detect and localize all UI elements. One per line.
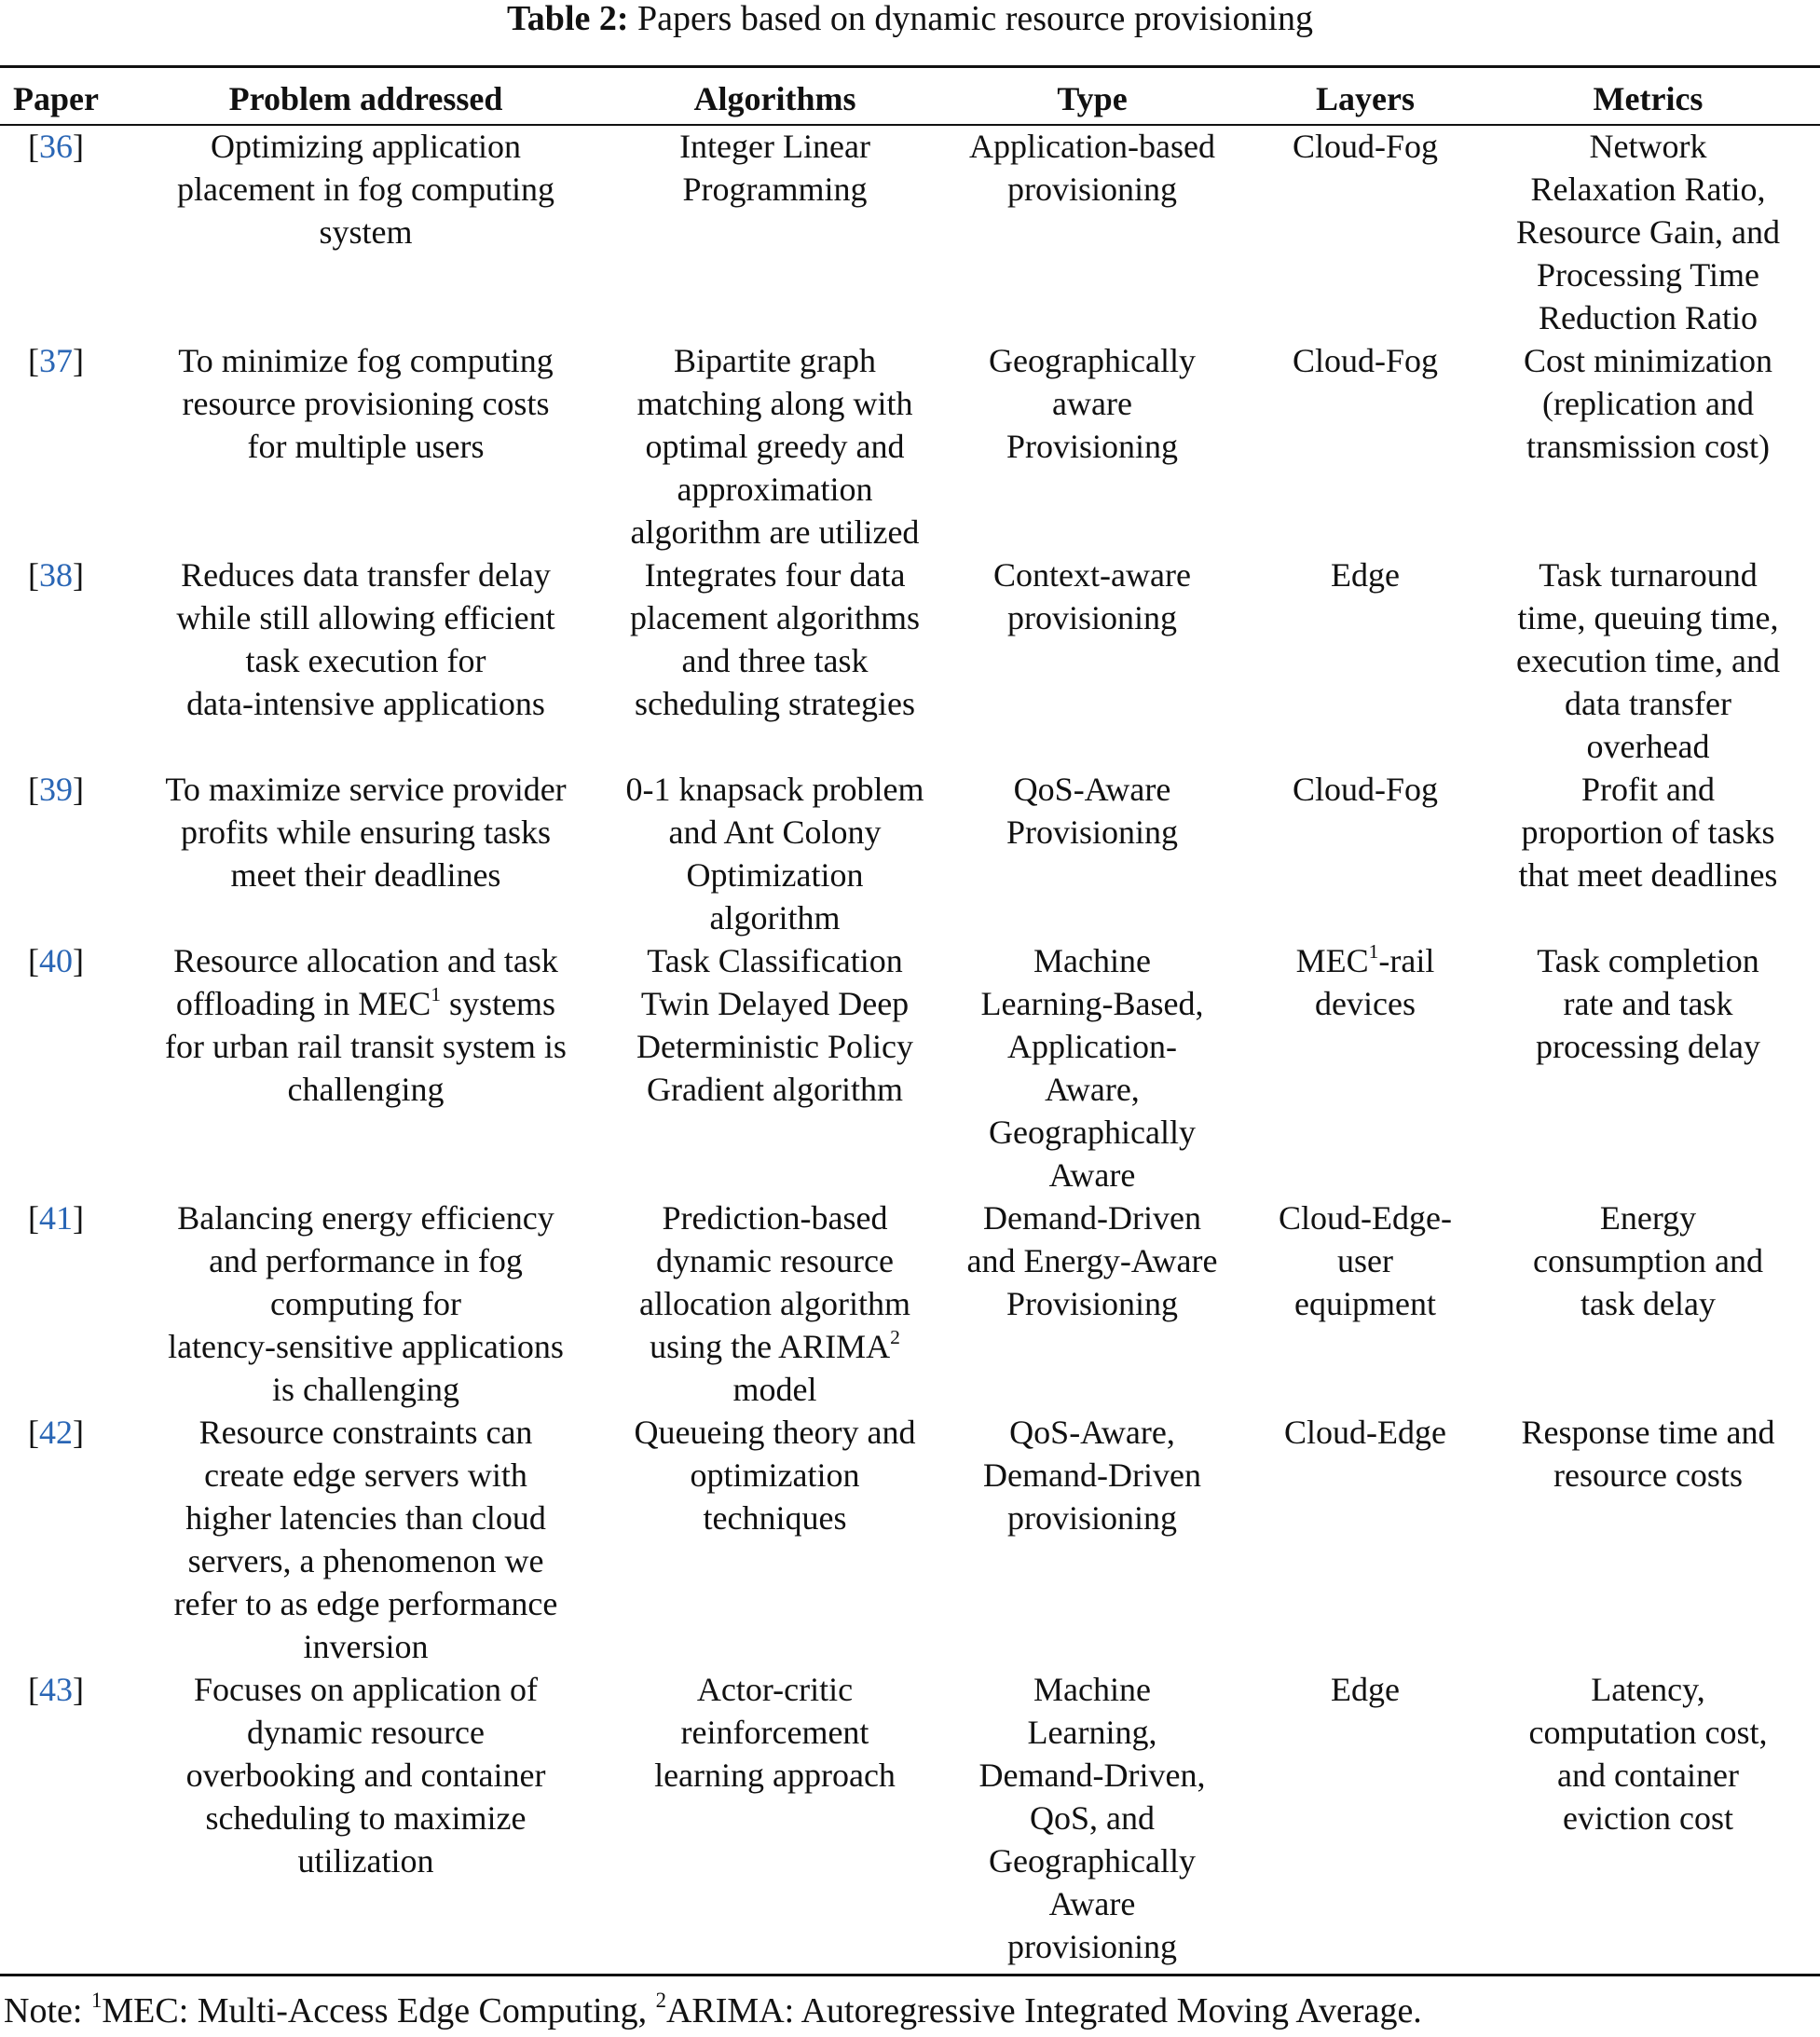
type-cell bbox=[930, 1411, 1254, 1668]
layers-cell bbox=[1254, 1411, 1476, 1668]
problem-line: utilization bbox=[297, 1842, 434, 1880]
type-line: and Energy-Aware bbox=[966, 1242, 1218, 1279]
note-prefix: Note: bbox=[4, 1991, 83, 2030]
layers-line: Cloud-Fog bbox=[1292, 342, 1439, 379]
table-row bbox=[0, 125, 1820, 339]
type-line: QoS, and bbox=[1030, 1799, 1155, 1837]
metrics-line: resource costs bbox=[1553, 1456, 1743, 1494]
algorithms-cell bbox=[620, 768, 930, 939]
algorithms-line: Optimization bbox=[686, 856, 864, 894]
table-row bbox=[0, 1196, 1820, 1411]
citation-link[interactable]: 40 bbox=[39, 942, 73, 979]
type-line: provisioning bbox=[1006, 1928, 1177, 1965]
metrics-line: time, queuing time, bbox=[1517, 599, 1779, 636]
header-problem: Problem addressed bbox=[228, 80, 503, 117]
algorithms-line: and three task bbox=[681, 642, 869, 679]
problem-line: To maximize service provider bbox=[165, 771, 567, 808]
algorithms-line: optimal greedy and bbox=[645, 428, 905, 465]
problem-cell bbox=[112, 768, 620, 939]
paper-cell: [42] bbox=[28, 1414, 84, 1451]
layers-cell bbox=[1254, 768, 1476, 939]
metrics-line: Energy bbox=[1599, 1199, 1697, 1237]
algorithms-line: learning approach bbox=[654, 1757, 896, 1794]
metrics-line: task delay bbox=[1581, 1285, 1716, 1322]
algorithms-cell bbox=[620, 939, 930, 1196]
table-row bbox=[0, 1411, 1820, 1668]
metrics-line: overhead bbox=[1586, 728, 1710, 765]
metrics-line: proportion of tasks bbox=[1521, 813, 1775, 851]
metrics-line: Task completion bbox=[1537, 942, 1759, 979]
type-line: Demand-Driven bbox=[983, 1199, 1201, 1237]
type-line: Geographically bbox=[989, 342, 1196, 379]
algorithms-line: Bipartite graph bbox=[674, 342, 876, 379]
problem-line: computing for bbox=[270, 1285, 461, 1322]
algorithms-line: Twin Delayed Deep bbox=[640, 985, 910, 1022]
table-row bbox=[0, 768, 1820, 939]
problem-line: Reduces data transfer delay bbox=[181, 556, 551, 594]
type-line: Provisioning bbox=[1006, 813, 1179, 851]
citation-link[interactable]: 42 bbox=[39, 1414, 73, 1451]
note-mark-1: 1 bbox=[90, 1989, 103, 2013]
problem-line: for multiple users bbox=[247, 428, 485, 465]
algorithms-line: Programming bbox=[682, 171, 868, 208]
metrics-line: Response time and bbox=[1521, 1414, 1775, 1451]
layers-cell bbox=[1254, 1196, 1476, 1411]
type-cell bbox=[930, 339, 1254, 554]
layers-line: Cloud-Edge bbox=[1284, 1414, 1446, 1451]
problem-line: while still allowing efficient bbox=[176, 599, 555, 636]
problem-cell bbox=[112, 125, 620, 339]
algorithms-line: model bbox=[732, 1371, 817, 1408]
algorithms-line: algorithm bbox=[709, 899, 841, 936]
type-line: Demand-Driven bbox=[983, 1456, 1201, 1494]
note-text-1: MEC: Multi-Access Edge Computing, bbox=[102, 1991, 648, 2030]
metrics-cell bbox=[1476, 768, 1820, 939]
metrics-line: Task turnaround bbox=[1539, 556, 1758, 594]
metrics-line: Relaxation Ratio, bbox=[1530, 171, 1766, 208]
algorithms-line: Task Classification bbox=[647, 942, 903, 979]
problem-line: is challenging bbox=[272, 1371, 459, 1408]
algorithms-line: Integer Linear bbox=[679, 128, 870, 165]
bottom-rule bbox=[0, 1974, 1820, 1976]
algorithms-line: 0-1 knapsack problem bbox=[625, 771, 924, 808]
problem-line: Resource constraints can bbox=[198, 1414, 533, 1451]
metrics-cell bbox=[1476, 1668, 1820, 1968]
problem-line: servers, a phenomenon we bbox=[187, 1542, 544, 1579]
algorithms-line: Gradient algorithm bbox=[647, 1071, 903, 1108]
metrics-line: and container bbox=[1557, 1757, 1739, 1794]
problem-cell bbox=[112, 939, 620, 1196]
paper-cell: [39] bbox=[28, 771, 84, 808]
algorithms-line: Prediction-based bbox=[662, 1199, 888, 1237]
top-rule bbox=[0, 65, 1820, 68]
problem-line: Balancing energy efficiency bbox=[177, 1199, 554, 1237]
type-line: Machine bbox=[1033, 942, 1151, 979]
type-line: Aware bbox=[1048, 1885, 1136, 1922]
algorithms-cell bbox=[620, 339, 930, 554]
algorithms-cell bbox=[620, 1411, 930, 1668]
layers-line: Cloud-Fog bbox=[1292, 771, 1439, 808]
algorithms-cell bbox=[620, 125, 930, 339]
type-line: Application- bbox=[1007, 1028, 1177, 1065]
metrics-cell bbox=[1476, 339, 1820, 554]
note-mark-2: 2 bbox=[655, 1989, 666, 2013]
algorithms-line: approximation bbox=[677, 471, 873, 508]
metrics-cell bbox=[1476, 939, 1820, 1196]
problem-line: meet their deadlines bbox=[230, 856, 501, 894]
algorithms-line: dynamic resource bbox=[656, 1242, 894, 1279]
metrics-cell bbox=[1476, 554, 1820, 768]
type-line: Learning-Based, bbox=[980, 985, 1204, 1022]
problem-line: for urban rail transit system is bbox=[165, 1028, 567, 1065]
type-cell bbox=[930, 1668, 1254, 1968]
problem-line: Resource allocation and task bbox=[173, 942, 558, 979]
algorithms-line: optimization bbox=[690, 1456, 860, 1494]
layers-line: Cloud-Fog bbox=[1292, 128, 1439, 165]
metrics-line: (replication and bbox=[1542, 385, 1754, 422]
citation-link[interactable]: 36 bbox=[39, 128, 73, 165]
problem-line: profits while ensuring tasks bbox=[181, 813, 551, 851]
algorithms-cell bbox=[620, 554, 930, 768]
type-cell bbox=[930, 554, 1254, 768]
problem-line: higher latencies than cloud bbox=[185, 1499, 546, 1537]
type-line: Provisioning bbox=[1006, 1285, 1179, 1322]
table-note bbox=[4, 1990, 1816, 2031]
algorithms-cell bbox=[620, 1196, 930, 1411]
metrics-line: Cost minimization bbox=[1524, 342, 1772, 379]
citation-link[interactable]: 38 bbox=[39, 556, 73, 594]
problem-line: data-intensive applications bbox=[186, 685, 545, 722]
problem-line: dynamic resource bbox=[247, 1714, 485, 1751]
metrics-line: processing delay bbox=[1536, 1028, 1760, 1065]
algorithms-line: Integrates four data bbox=[644, 556, 906, 594]
problem-line: Focuses on application of bbox=[194, 1671, 538, 1708]
problem-cell bbox=[112, 554, 620, 768]
table-row bbox=[0, 339, 1820, 554]
type-line: Application-based bbox=[969, 128, 1215, 165]
header-row bbox=[0, 73, 1820, 125]
metrics-line: transmission cost) bbox=[1526, 428, 1770, 465]
header-metrics: Metrics bbox=[1593, 80, 1704, 117]
metrics-line: Latency, bbox=[1591, 1671, 1705, 1708]
problem-line: scheduling to maximize bbox=[205, 1799, 527, 1837]
metrics-line: eviction cost bbox=[1563, 1799, 1733, 1837]
type-cell bbox=[930, 768, 1254, 939]
layers-cell bbox=[1254, 554, 1476, 768]
type-line: Demand-Driven, bbox=[978, 1757, 1206, 1794]
metrics-line: computation cost, bbox=[1528, 1714, 1768, 1751]
problem-cell bbox=[112, 1668, 620, 1968]
metrics-line: Resource Gain, and bbox=[1516, 213, 1780, 251]
metrics-cell bbox=[1476, 125, 1820, 339]
type-line: Geographically bbox=[989, 1114, 1196, 1151]
algorithms-line: techniques bbox=[703, 1499, 847, 1537]
problem-line: challenging bbox=[287, 1071, 445, 1108]
table-caption bbox=[0, 0, 1820, 37]
papers-table bbox=[0, 73, 1820, 1968]
algorithms-line: Deterministic Policy bbox=[636, 1028, 913, 1065]
paper-cell: [38] bbox=[28, 556, 84, 594]
type-line: Context-aware bbox=[993, 556, 1191, 594]
problem-line: Optimizing application bbox=[211, 128, 521, 165]
metrics-line: execution time, and bbox=[1516, 642, 1780, 679]
metrics-line: data transfer bbox=[1565, 685, 1731, 722]
type-line: provisioning bbox=[1006, 1499, 1177, 1537]
type-line: Provisioning bbox=[1006, 428, 1179, 465]
layers-line: Edge bbox=[1331, 556, 1400, 594]
algorithms-line: matching along with bbox=[636, 385, 913, 422]
type-line: QoS-Aware bbox=[1013, 771, 1171, 808]
header-type: Type bbox=[1057, 80, 1128, 117]
type-cell bbox=[930, 1196, 1254, 1411]
problem-line: task execution for bbox=[245, 642, 486, 679]
algorithms-line: allocation algorithm bbox=[639, 1285, 910, 1322]
problem-cell bbox=[112, 1196, 620, 1411]
type-line: Learning, bbox=[1027, 1714, 1157, 1751]
algorithms-line: and Ant Colony bbox=[668, 813, 882, 851]
type-cell bbox=[930, 125, 1254, 339]
type-line: QoS-Aware, bbox=[1009, 1414, 1175, 1451]
note-text-2: ARIMA: Autoregressive Integrated Moving Average. bbox=[665, 1991, 1422, 2030]
type-line: provisioning bbox=[1006, 171, 1177, 208]
type-line: provisioning bbox=[1006, 599, 1177, 636]
problem-line: To minimize fog computing bbox=[178, 342, 554, 379]
metrics-line: consumption and bbox=[1533, 1242, 1763, 1279]
algorithms-line: Queueing theory and bbox=[634, 1414, 916, 1451]
paper-cell: [36] bbox=[28, 128, 84, 165]
problem-line: placement in fog computing bbox=[177, 171, 554, 208]
table-row bbox=[0, 554, 1820, 768]
problem-line: and performance in fog bbox=[209, 1242, 523, 1279]
layers-cell bbox=[1254, 1668, 1476, 1968]
algorithms-line: placement algorithms bbox=[630, 599, 920, 636]
layers-cell bbox=[1254, 939, 1476, 1196]
algorithms-cell bbox=[620, 1668, 930, 1968]
layers-line: MEC$^1$-rail bbox=[1295, 939, 1435, 979]
layers-line: Edge bbox=[1331, 1671, 1400, 1708]
paper-cell: [40] bbox=[28, 942, 84, 979]
problem-line: create edge servers with bbox=[204, 1456, 527, 1494]
algorithms-line: using the ARIMA$^2$ bbox=[650, 1325, 900, 1365]
layers-line: Cloud-Edge- bbox=[1279, 1199, 1452, 1237]
table-row bbox=[0, 1668, 1820, 1968]
paper-cell: [41] bbox=[28, 1199, 84, 1237]
metrics-line: Network bbox=[1589, 128, 1707, 165]
algorithms-line: reinforcement bbox=[680, 1714, 869, 1751]
table-body bbox=[0, 125, 1820, 1968]
paper-cell: [37] bbox=[28, 342, 84, 379]
type-line: Geographically bbox=[989, 1842, 1196, 1880]
layers-cell bbox=[1254, 125, 1476, 339]
caption-text: Papers based on dynamic resource provisioning bbox=[637, 0, 1314, 38]
type-line: Machine bbox=[1033, 1671, 1151, 1708]
header-paper: Paper bbox=[13, 80, 99, 117]
citation-link[interactable]: 37 bbox=[39, 342, 73, 379]
metrics-line: Reduction Ratio bbox=[1539, 299, 1758, 336]
metrics-cell bbox=[1476, 1411, 1820, 1668]
type-cell bbox=[930, 939, 1254, 1196]
type-line: Aware, bbox=[1045, 1071, 1140, 1108]
problem-line: offloading in MEC$^1$ systems bbox=[175, 982, 556, 1022]
problem-cell bbox=[112, 1411, 620, 1668]
algorithms-line: Actor-critic bbox=[696, 1671, 854, 1708]
problem-line: resource provisioning costs bbox=[182, 385, 550, 422]
metrics-line: rate and task bbox=[1563, 985, 1733, 1022]
metrics-line: Processing Time bbox=[1536, 256, 1760, 294]
table-row bbox=[0, 939, 1820, 1196]
problem-line: overbooking and container bbox=[185, 1757, 546, 1794]
metrics-line: that meet deadlines bbox=[1518, 856, 1778, 894]
header-layers: Layers bbox=[1316, 80, 1415, 117]
layers-line: equipment bbox=[1294, 1285, 1436, 1322]
problem-line: inversion bbox=[303, 1628, 429, 1665]
citation-link[interactable]: 43 bbox=[39, 1671, 73, 1708]
paper-cell: [43] bbox=[28, 1671, 84, 1708]
problem-cell bbox=[112, 339, 620, 554]
problem-line: refer to as edge performance bbox=[173, 1585, 558, 1622]
caption-label: Table 2: bbox=[506, 0, 629, 38]
layers-cell bbox=[1254, 339, 1476, 554]
citation-link[interactable]: 39 bbox=[39, 771, 73, 808]
citation-link[interactable]: 41 bbox=[39, 1199, 73, 1237]
algorithms-line: algorithm are utilized bbox=[630, 513, 920, 551]
layers-line: devices bbox=[1315, 985, 1416, 1022]
header-algorithms: Algorithms bbox=[693, 80, 856, 117]
problem-line: system bbox=[319, 213, 413, 251]
metrics-cell bbox=[1476, 1196, 1820, 1411]
problem-line: latency-sensitive applications bbox=[168, 1328, 564, 1365]
type-line: aware bbox=[1052, 385, 1132, 422]
metrics-line: Profit and bbox=[1581, 771, 1715, 808]
algorithms-line: scheduling strategies bbox=[635, 685, 915, 722]
type-line: Aware bbox=[1048, 1156, 1136, 1194]
layers-line: user bbox=[1337, 1242, 1393, 1279]
